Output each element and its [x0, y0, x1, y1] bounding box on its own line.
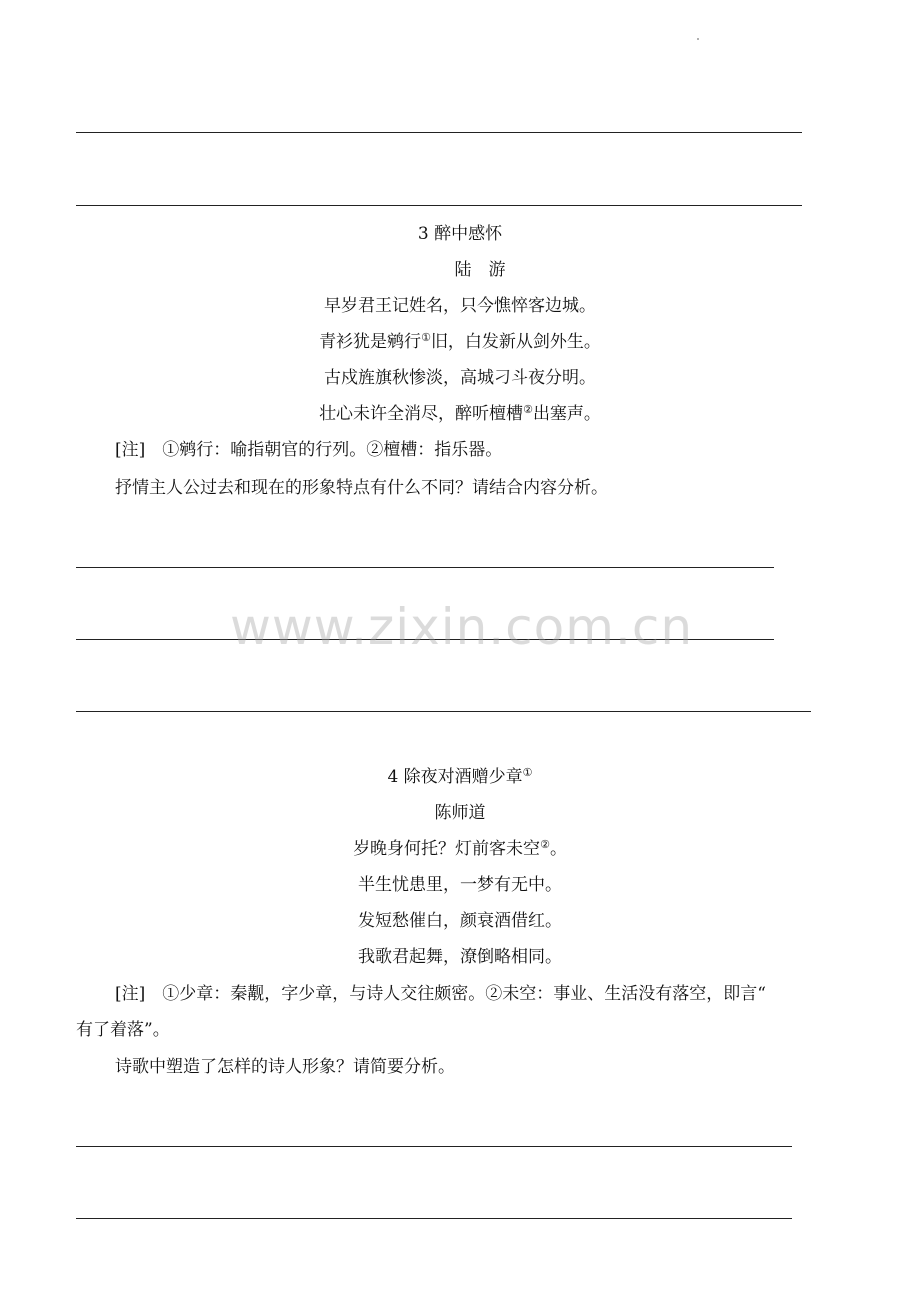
answer-line: [76, 205, 802, 206]
poem-title: 3 醉中感怀: [417, 224, 503, 244]
footnote-marker: ②: [540, 838, 550, 851]
question-text: 抒情主人公过去和现在的形象特点有什么不同？请结合内容分析。: [115, 478, 608, 498]
poem-line: 岁晚身何托？灯前客未空②。: [353, 838, 567, 859]
footnote-marker: ②: [523, 403, 533, 416]
answer-line: [76, 567, 774, 568]
footnote-marker: ①: [522, 766, 533, 779]
poem-note: [注] ①鹓行：喻指朝官的行列。②檀槽：指乐器。: [115, 440, 503, 460]
poem-title: 4 除夜对酒赠少章①: [387, 766, 533, 787]
answer-line: [76, 1146, 792, 1147]
poem-line: 半生忧患里，一梦有无中。: [358, 875, 562, 895]
poem-author: 陆 游: [454, 260, 506, 280]
poem-line: 青衫犹是鹓行①旧，白发新从剑外生。: [319, 331, 601, 352]
poem-line: 壮心未许全消尽，醉听檀槽②出塞声。: [319, 403, 601, 424]
answer-line: [76, 1218, 792, 1219]
poem-line: 我歌君起舞，潦倒略相同。: [358, 947, 562, 967]
speck: [697, 38, 699, 40]
answer-line: [76, 711, 811, 712]
poem-note-continued: 有了着落”。: [76, 1020, 170, 1040]
poem-line: 古戍旌旗秋惨淡，高城刁斗夜分明。: [324, 368, 596, 388]
answer-line: [76, 132, 802, 133]
poem-line: 早岁君王记姓名，只今憔悴客边城。: [324, 296, 596, 316]
watermark: www.zixin.com.cn: [230, 598, 694, 656]
question-text: 诗歌中塑造了怎样的诗人形象？请简要分析。: [115, 1057, 455, 1077]
poem-line: 发短愁催白，颜衰酒借红。: [358, 911, 562, 931]
footnote-marker: ①: [421, 331, 431, 344]
poem-author: 陈师道: [434, 803, 486, 823]
poem-note: [注] ①少章：秦觏，字少章，与诗人交往颇密。②未空：事业、生活没有落空，即言“: [115, 984, 766, 1004]
